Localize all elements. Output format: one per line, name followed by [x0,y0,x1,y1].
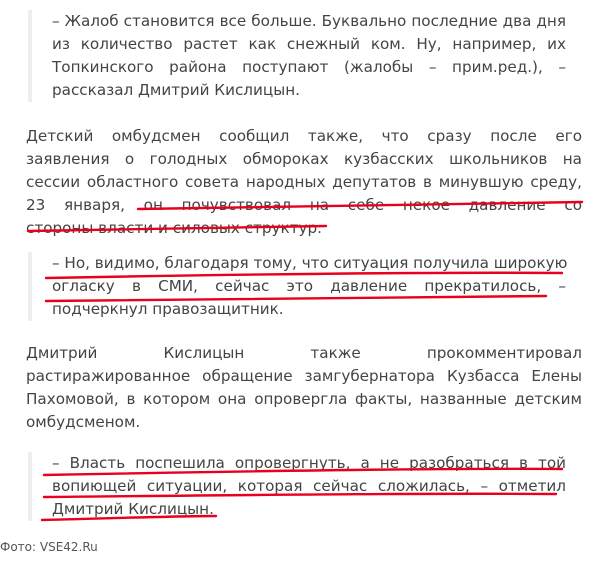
quote-line: из количество растет как снежный ком. Ну, например, их [52,35,566,53]
quote-line: – Жалоб становится все больше. Буквально последние два дня [52,12,566,30]
blockquote-authorities [28,452,566,521]
blockquote-publicity [28,252,566,321]
paragraph-ombudsman-pressure [26,125,582,240]
paragraph-line: заявления о голодных обмороках кузбасских школьников на [26,150,582,168]
paragraph-line: 23 января, он почувствовал на себе некое давление со [26,196,582,214]
quote-line: Дмитрий Кислицын. [52,500,214,518]
quote-line: огласку в СМИ, сейчас это давление прекратилось, – [52,277,566,295]
paragraph-line: омбудсменом. [26,413,141,431]
photo-caption: Фото: VSE42.Ru [0,540,98,554]
quote-line: – Но, видимо, благодаря тому, что ситуация получила широкую [52,254,568,272]
blockquote-complaints [28,10,566,102]
paragraph-line: стороны власти и силовых структур. [26,219,323,237]
quote-line: Топкинского района поступают (жалобы – прим.ред.), – [52,58,566,76]
paragraph-line: растиражированное обращение замгубернатора Кузбасса Елены [26,367,582,385]
paragraph-line: Дмитрий Кислицын также прокомментировал [26,344,582,362]
quote-line: подчеркнул правозащитник. [52,300,284,318]
quote-line: – Власть поспешила опровергнуть, а не разобраться в той [52,454,566,472]
paragraph-line: сессии областного совета народных депутатов в минувшую среду, [26,173,582,191]
quote-line: рассказал Дмитрий Кислицын. [52,81,300,99]
paragraph-line: Детский омбудсмен сообщил также, что сразу после его [26,127,582,145]
paragraph-line: Пахомовой, в котором она опровергла факты, названные детским [26,390,582,408]
paragraph-pakhomova [26,342,582,434]
quote-line: вопиющей ситуации, которая сейчас сложилась, – отметил [52,477,566,495]
